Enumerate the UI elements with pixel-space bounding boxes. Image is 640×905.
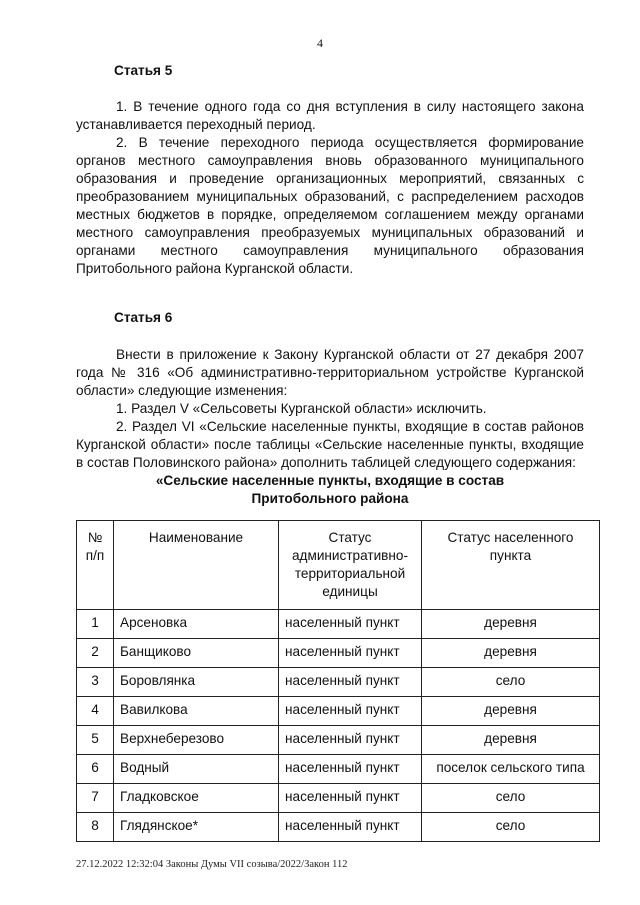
row-settlement-status: село — [422, 784, 600, 813]
header-settlement-status: Статус населенного пункта — [422, 521, 600, 610]
row-number: 5 — [77, 726, 114, 755]
row-name: Гладковское — [114, 784, 279, 813]
row-settlement-status: деревня — [422, 610, 600, 639]
header-number: № п/п — [77, 521, 114, 610]
table-row — [77, 813, 600, 842]
table-header-row — [77, 521, 600, 610]
article6-paragraph-2: 1. Раздел V «Сельсоветы Курганской области» исключить. — [116, 401, 487, 416]
table-row — [77, 668, 600, 697]
row-name: Банщиково — [114, 639, 279, 668]
row-number: 3 — [77, 668, 114, 697]
row-admin-status: населенный пункт — [279, 813, 422, 842]
row-settlement-status: деревня — [422, 639, 600, 668]
article5-heading: Статья 5 — [114, 63, 173, 78]
header-name: Наименование — [114, 521, 279, 610]
article5-paragraph-2: 2. В течение переходного периода осуществляется формирование органов местного самоуправления вновь образованного муниципального образования и проведение организационных мероприятий, связанных с преобразованием муниципальных образований, с распределением расходов местных бюджетов в порядке, определяемом соглашением между органами местного самоуправления преобразуемых муниципальных образований и органами местного самоуправления муниципального образования Притобольного района Курганской области. — [76, 135, 584, 276]
row-settlement-status: село — [422, 668, 600, 697]
row-number: 1 — [77, 610, 114, 639]
row-number: 8 — [77, 813, 114, 842]
row-admin-status: населенный пункт — [279, 755, 422, 784]
table-row — [77, 726, 600, 755]
settlements-table — [76, 520, 600, 842]
row-settlement-status: село — [422, 813, 600, 842]
article6-paragraph-3: 2. Раздел VI «Сельские населенные пункты, входящие в состав районов Курганской области» после таблицы «Сельские населенные пункты, входящие в состав Половинского района» дополнить таблицей следующего содержания: — [76, 419, 584, 470]
row-name: Вавилкова — [114, 697, 279, 726]
table-row — [77, 610, 600, 639]
row-admin-status: населенный пункт — [279, 668, 422, 697]
row-settlement-status: поселок сельского типа — [422, 755, 600, 784]
row-admin-status: населенный пункт — [279, 610, 422, 639]
article6-heading: Статья 6 — [114, 310, 173, 325]
article6-paragraph-1: Внести в приложение к Закону Курганской области от 27 декабря 2007 года № 316 «Об административно-территориальном устройстве Курганской области» следующие изменения: — [76, 347, 584, 398]
row-number: 6 — [77, 755, 114, 784]
page-number: 4 — [317, 36, 323, 50]
row-name: Арсеновка — [114, 610, 279, 639]
row-name: Водный — [114, 755, 279, 784]
row-number: 7 — [77, 784, 114, 813]
table-row — [77, 639, 600, 668]
document-body — [76, 62, 584, 842]
header-admin-status: Статус административно-территориальной единицы — [279, 521, 422, 610]
row-admin-status: населенный пункт — [279, 726, 422, 755]
table-row — [77, 697, 600, 726]
table-title-line-1: «Сельские населенные пункты, входящие в состав — [155, 473, 505, 488]
table-title-line-2: Притобольного района — [251, 491, 409, 506]
row-settlement-status: деревня — [422, 697, 600, 726]
table-row — [77, 755, 600, 784]
row-admin-status: населенный пункт — [279, 697, 422, 726]
row-admin-status: населенный пункт — [279, 639, 422, 668]
article5-paragraph-1: 1. В течение одного года со дня вступления в силу настоящего закона устанавливается переходный период. — [76, 99, 584, 132]
footer-stamp: 27.12.2022 12:32:04 Законы Думы VII созыва/2022/Закон 112 — [76, 859, 348, 870]
row-settlement-status: деревня — [422, 726, 600, 755]
row-name: Глядянское* — [114, 813, 279, 842]
row-number: 4 — [77, 697, 114, 726]
row-name: Боровлянка — [114, 668, 279, 697]
table-row — [77, 784, 600, 813]
row-name: Верхнеберезово — [114, 726, 279, 755]
row-admin-status: населенный пункт — [279, 784, 422, 813]
row-number: 2 — [77, 639, 114, 668]
